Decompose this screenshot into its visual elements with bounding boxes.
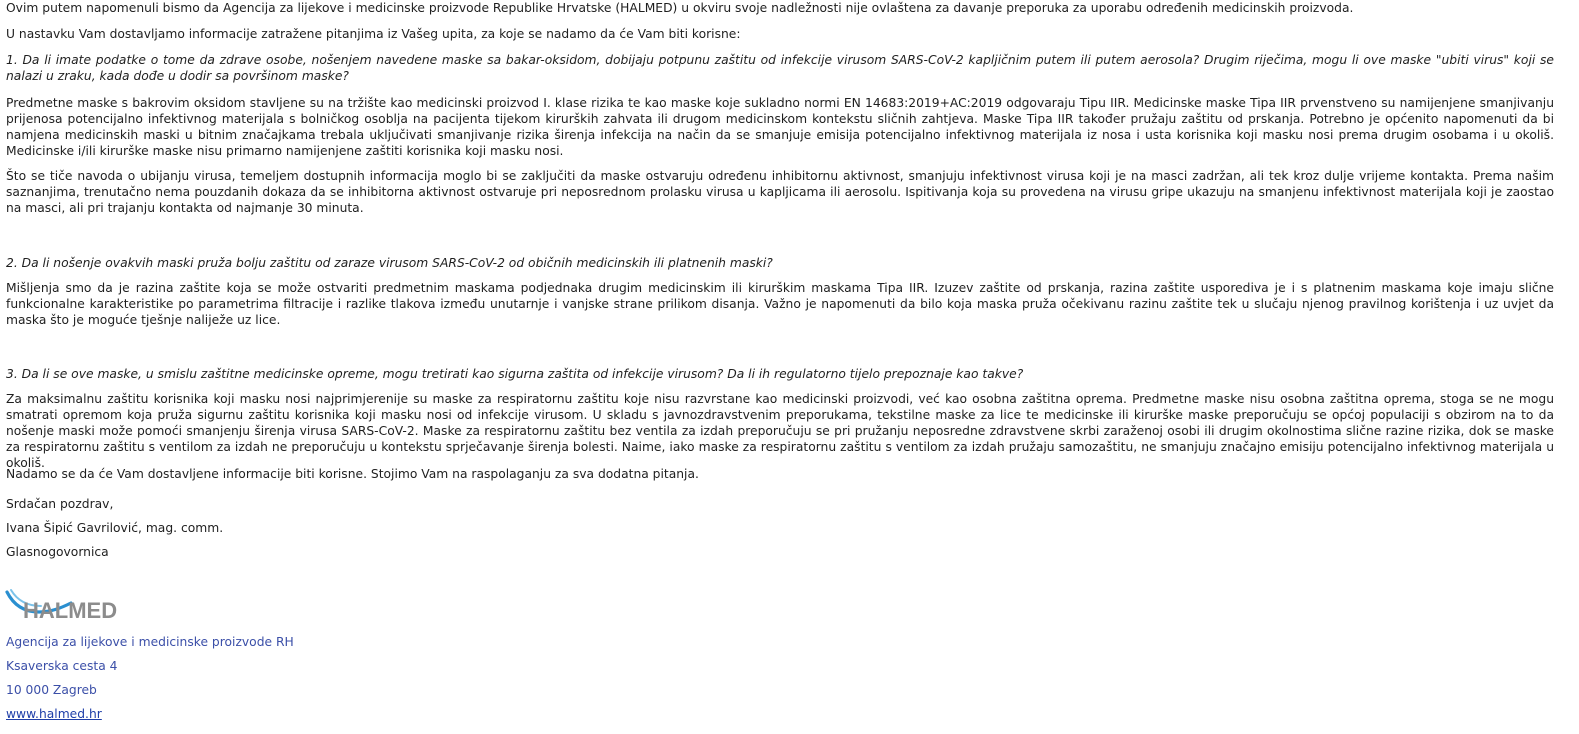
halmed-logo <box>5 586 155 624</box>
answer-1-paragraph-2: Što se tiče navoda o ubijanju virusa, temeljem dostupnih informacija moglo bi se zaključiti da maske ostvaruju određenu inhibitornu aktivnost, smanjuju infektivnost virusa koji je na masci zadržan, ali tek kroz dulje vrijeme kontakta. Prema našim saznanjima, trenutačno nema pouzdanih dokaza da se inhibitorna aktivnost ostvaruje pri neposrednom prolasku virusa u kapljicama ili aerosolu. Ispitivanja koja su provedena na virusu gripe ukazuju na smanjenu infektivnost materijala koji je zaostao na masci, ali pri trajanju kontakta od najmanje 30 minuta. <box>6 169 1554 215</box>
signature-city: 10 000 Zagreb <box>6 683 97 697</box>
signature-organization: Agencija za lijekove i medicinske proizvode RH <box>6 635 294 649</box>
question-3: 3. Da li se ove maske, u smislu zaštitne medicinske opreme, mogu tretirati kao sigurna zaštita od infekcije virusom? Da li ih regulatorno tijelo prepoznaje kao takve? <box>6 367 1024 381</box>
website-link-wrapper <box>6 706 102 722</box>
signature-greeting: Srdačan pozdrav, <box>6 497 114 511</box>
closing-paragraph: Nadamo se da će Vam dostavljene informacije biti korisne. Stojimo Vam na raspolaganju za sva dodatna pitanja. <box>6 467 699 481</box>
website-link[interactable]: www.halmed.hr <box>6 707 102 721</box>
logo-text: HALMED <box>23 598 118 623</box>
answer-2: Mišljenja smo da je razina zaštite koja se može ostvariti predmetnim maskama podjednaka drugim medicinskim ili kirurškim maskama Tipa IIR. Izuzev zaštite od prskanja, razina zaštite usporediva je i s platnenim maskama koje imaju slične funkcionalne karakteristike po parametrima filtracije i razlike tlakova između unutarnje i vanjske strane prilikom disanja. Važno je napomenuti da bilo koja maska pruža očekivanu razinu zaštite tek u slučaju njenog pravilnog korištenja i uz uvjet da maska što je moguće tješnje naliježe uz lice. <box>6 281 1554 327</box>
intro-paragraph-2: U nastavku Vam dostavljamo informacije zatražene pitanjima iz Vašeg upita, za koje se nadamo da će Vam biti korisne: <box>6 27 741 41</box>
intro-paragraph: Ovim putem napomenuli bismo da Agencija za lijekove i medicinske proizvode Republike Hrvatske (HALMED) u okviru svoje nadležnosti nije ovlaštena za davanje preporuka za uporabu određenih medicinskih proizvoda. <box>6 1 1354 15</box>
halmed-logo-graphic <box>5 586 155 624</box>
signature-role: Glasnogovornica <box>6 545 109 559</box>
answer-3: Za maksimalnu zaštitu korisnika koji masku nosi najprimjerenije su maske za respiratornu zaštitu koje nisu razvrstane kao medicinski proizvodi, već kao osobna zaštitna oprema. Predmetne maske nisu osobna zaštitna oprema, stoga se ne mogu smatrati opremom koja pruža sigurnu zaštitu korisnika koji masku nosi od infekcije virusom. U skladu s javnozdravstvenim preporukama, tekstilne maske za lice te medicinske ili kirurške maske preporučuju se općoj populaciji s obzirom na to da nošenje maski može pomoći smanjenju širenja virusa SARS-CoV-2. Maske za respiratornu zaštitu bez ventila za izdah preporučuju se pri pružanju neposredne zdravstvene skrbi zaraženoj osobi ili drugim okolnostima slične razine rizika, dok se maske za respiratornu zaštitu s ventilom za izdah ne preporučuju u kontekstu sprječavanje širenja bolesti. Naime, iako maske za respiratornu zaštitu s ventilom za izdah pružaju samozaštitu, ne smanjuju značajno emisiju potencijalno infektivnog materijala u okoliš. <box>6 392 1554 470</box>
question-1: 1. Da li imate podatke o tome da zdrave osobe, nošenjem navedene maske sa bakar-oksidom, dobijaju potpunu zaštitu od infekcije virusom SARS-CoV-2 kapljičnim putem ili putem aerosola? Drugim riječima, mogu li ove maske "ubiti virus" koji se nalazi u zraku, kada dođe u dodir sa površinom maske? <box>6 53 1554 83</box>
signature-name: Ivana Šipić Gavrilović, mag. comm. <box>6 521 224 535</box>
signature-street: Ksaverska cesta 4 <box>6 659 118 673</box>
answer-1-paragraph-1: Predmetne maske s bakrovim oksidom stavljene su na tržište kao medicinski proizvod I. klase rizika te kao maske koje sukladno normi EN 14683:2019+AC:2019 odgovaraju Tipu IIR. Medicinske maske Tipa IIR prvenstveno su namijenjene smanjivanju prijenosa potencijalno infektivnog materijala s bolničkog osoblja na pacijenta tijekom kirurških zahvata ili drugom medicinskom kontekstu sličnih zahtjeva. Maske Tipa IIR također pružaju zaštitu od prskanja. Potrebno je općenito napomenuti da bi namjena medicinskih maski u bitnim značajkama trebala uključivati smanjivanje rizika širenja infekcija na način da se smanjuje emisija potencijalno infektivnog materijala iz nosa i usta korisnika koji masku nosi prema drugim osobama i u okoliš. Medicinske i/ili kirurške maske nisu primarno namijenjene zaštiti korisnika koji masku nosi. <box>6 96 1554 158</box>
question-2: 2. Da li nošenje ovakvih maski pruža bolju zaštitu od zaraze virusom SARS-CoV-2 od običnih medicinskih ili platnenih maski? <box>6 256 773 270</box>
